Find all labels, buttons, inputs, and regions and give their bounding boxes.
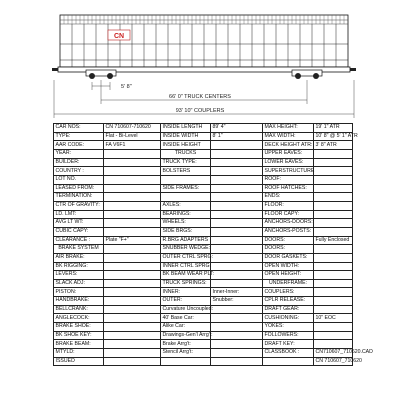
spec-cell: [104, 271, 161, 280]
spec-cell: BRAKE SHOE:: [54, 323, 104, 332]
spec-cell: INSIDE HEIGHT: [161, 141, 211, 150]
spec-cell: [314, 331, 353, 340]
spec-cell: TYPE:: [54, 132, 104, 141]
spec-cell: [104, 193, 161, 202]
spec-cell: 10' 8" @ 5' 1" ATR: [315, 132, 358, 139]
spec-cell: CPLR RELEASE:: [263, 297, 314, 306]
spec-cell: [211, 323, 263, 332]
spec-cell: ENDS:: [263, 193, 314, 202]
spec-cell: [211, 305, 263, 314]
spec-row: [54, 349, 353, 358]
spec-cell: [211, 253, 263, 262]
spec-cell: ANCHORS-DOORS:: [264, 219, 313, 226]
spec-cell: 19' 1" ATR: [314, 124, 353, 133]
spec-cell: [104, 357, 161, 366]
spec-cell: 40' Base Car:: [161, 314, 211, 323]
spec-cell: [104, 279, 161, 288]
spec-cell: [104, 297, 161, 306]
spec-cell: BUILDER:: [54, 158, 104, 167]
spec-cell: BK RIGGING:: [54, 262, 104, 271]
spec-cell: SIDE BRGS:: [161, 227, 211, 236]
spec-cell: TRUCK TYPE:: [161, 158, 211, 167]
spec-cell: HANDBRAKE:: [54, 297, 104, 306]
spec-cell: [211, 227, 263, 236]
specification-table: [53, 123, 373, 366]
spec-cell: UPPER EAVES:: [263, 149, 314, 158]
spec-cell: [104, 340, 161, 349]
spec-row: [54, 184, 353, 193]
spec-cell: BK BEAM WEAR PLT:: [162, 271, 215, 278]
spec-cell: 10" EOC: [314, 314, 353, 323]
spec-row: [54, 210, 353, 219]
spec-row: [54, 323, 353, 332]
spec-cell: [314, 219, 353, 228]
spec-cell: ROOF:: [263, 175, 314, 184]
spec-cell: [211, 314, 263, 323]
spec-cell: DRAFT GEAR:: [263, 305, 314, 314]
spec-cell: 8' 1": [211, 132, 263, 141]
spec-cell: [161, 193, 211, 202]
spec-cell: [314, 227, 353, 236]
spec-cell: [211, 340, 263, 349]
spec-cell: CN 710607-710620: [104, 124, 161, 133]
spec-cell: [161, 175, 211, 184]
dim-couplers: 93' 10" COUPLERS: [175, 108, 225, 114]
spec-cell: [211, 158, 263, 167]
spec-cell: [104, 288, 161, 297]
spec-cell: [211, 219, 263, 228]
spec-cell: BOLSTERS: [161, 167, 211, 176]
spec-row: [54, 201, 353, 210]
spec-cell: Snubber:: [211, 297, 263, 306]
spec-cell: [211, 349, 263, 358]
spec-cell: [314, 253, 353, 262]
spec-cell: [314, 158, 353, 167]
spec-row: [54, 175, 353, 184]
spec-cell: CLEARANCE :: [54, 236, 104, 245]
spec-cell: [104, 227, 161, 236]
spec-cell: CN 710607_710620: [315, 357, 362, 364]
spec-cell: [314, 323, 353, 332]
spec-cell: LOT NO.: [54, 175, 104, 184]
spec-cell: [314, 340, 353, 349]
spec-cell: CUBIC CAPY:: [54, 227, 104, 236]
spec-row: [54, 279, 353, 288]
spec-cell: ANCHORS-POSTS:: [263, 227, 314, 236]
spec-cell: CUSHIONING:: [263, 314, 314, 323]
dim-truck-centers: 66' 0" TRUCK CENTERS: [169, 94, 231, 100]
spec-cell: 3' 8" ATR: [314, 141, 353, 150]
spec-cell: Fully Enclosed: [314, 236, 353, 245]
spec-cell: SUPERSTRUCTURE: [264, 167, 315, 174]
spec-cell: [104, 158, 161, 167]
spec-cell: [314, 201, 353, 210]
spec-cell: ROOF HATCHES:: [263, 184, 314, 193]
spec-cell: BEARINGS:: [161, 210, 211, 219]
spec-cell: [314, 210, 353, 219]
spec-cell: TRUCK SPRINGS:: [161, 279, 211, 288]
spec-cell: PISTON:: [54, 288, 104, 297]
spec-row: [54, 227, 353, 236]
spec-cell: BRAKE BEAM:: [54, 340, 104, 349]
spec-row: [54, 297, 353, 306]
spec-cell: TERMINATION:: [54, 193, 104, 202]
spec-cell: BRAKE SYSTEM: [54, 245, 104, 254]
spec-cell: MTYLD:: [54, 349, 104, 358]
spec-cell: DRAFT KEY:: [263, 340, 314, 349]
spec-row: [54, 305, 353, 314]
spec-cell: DECK HEIGHT ATR:: [264, 141, 313, 148]
spec-cell: [211, 193, 263, 202]
spec-cell: [211, 279, 263, 288]
spec-row: [54, 314, 353, 323]
spec-cell: FLOOR CAPY:: [263, 210, 314, 219]
spec-cell: [314, 245, 353, 254]
spec-cell: [104, 219, 161, 228]
spec-row: [54, 271, 353, 280]
truck-left: [86, 70, 116, 79]
spec-cell: [314, 149, 353, 158]
spec-cell: 89' 4": [211, 124, 263, 133]
spec-row: [54, 158, 353, 167]
spec-cell: [104, 331, 161, 340]
spec-row: [54, 149, 353, 158]
spec-cell: [104, 349, 161, 358]
spec-cell: AXLES:: [161, 201, 211, 210]
spec-cell: [104, 167, 161, 176]
spec-cell: [104, 262, 161, 271]
spec-cell: DOORS:: [263, 245, 314, 254]
spec-cell: Curvature Uncoupled:: [162, 306, 213, 312]
spec-cell: [314, 175, 353, 184]
spec-cell: INNER CTRL SPRG:: [162, 262, 212, 269]
spec-cell: [314, 288, 353, 297]
spec-cell: [161, 357, 211, 366]
spec-cell: [211, 331, 263, 340]
spec-row: [54, 219, 353, 228]
cn-logo: CN: [113, 33, 125, 40]
spec-row: [54, 253, 353, 262]
spec-cell: YOKES:: [263, 323, 314, 332]
spec-cell: [104, 175, 161, 184]
spec-cell: OPEN WIDTH:: [263, 262, 314, 271]
spec-cell: SLACK ADJ:: [54, 279, 104, 288]
spec-row: [54, 132, 353, 141]
spec-cell: Inner-Inner:: [211, 288, 263, 297]
spec-cell: FOLLOWERS:: [263, 331, 314, 340]
spec-cell: [314, 184, 353, 193]
spec-cell: [104, 210, 161, 219]
spec-cell: R.BRG ADAPTERS: [161, 236, 211, 245]
spec-cell: [314, 271, 353, 280]
spec-cell: COUNTRY :: [54, 167, 104, 176]
spec-cell: OUTER CTRL SPRG:: [162, 254, 214, 261]
spec-cell: LD. LMT:: [54, 210, 104, 219]
spec-cell: Drawings-Gen'l Arrg't:: [162, 331, 213, 338]
spec-cell: Alike Car:: [161, 323, 211, 332]
spec-cell: CLASSBOOK :: [263, 349, 314, 358]
spec-cell: OUTER:: [161, 297, 211, 306]
spec-cell: Flat - Bi-Level: [104, 132, 161, 141]
spec-cell: AIR BRAKE:: [54, 253, 104, 262]
spec-cell: [104, 245, 161, 254]
spec-cell: CTR OF GRAVITY:: [54, 201, 104, 210]
spec-cell: INSIDE WIDTH: [161, 132, 211, 141]
spec-cell: OPEN HEIGHT:: [263, 271, 314, 280]
spec-cell: ANGLECOCK:: [54, 314, 104, 323]
spec-cell: [104, 305, 161, 314]
spec-row: [54, 331, 353, 340]
spec-row: [54, 340, 353, 349]
spec-cell: [314, 297, 353, 306]
spec-cell: [211, 201, 263, 210]
spec-row: [54, 288, 353, 297]
spec-cell: [314, 305, 353, 314]
spec-cell: BK SHOE KEY:: [54, 331, 104, 340]
spec-cell: [314, 167, 353, 176]
spec-cell: LEASED FROM:: [54, 184, 104, 193]
spec-row: [54, 236, 353, 245]
spec-cell: [211, 167, 263, 176]
spec-cell: Stencil Arrg't:: [161, 349, 211, 358]
spec-cell: LOWER EAVES:: [263, 158, 314, 167]
spec-cell: YEAR:: [54, 149, 104, 158]
dim-5-8: 5' 8": [121, 84, 132, 90]
spec-cell: TRUCKS: [161, 149, 211, 158]
spec-cell: [211, 357, 263, 366]
spec-cell: [211, 175, 263, 184]
spec-cell: [263, 357, 314, 366]
spec-cell: MAX HEIGHT:: [263, 124, 314, 133]
spec-cell: [211, 184, 263, 193]
spec-cell: DOORS:: [263, 236, 314, 245]
spec-cell: WHEELS:: [161, 219, 211, 228]
spec-cell: COUPLERS:: [263, 288, 314, 297]
spec-cell: [104, 323, 161, 332]
spec-cell: [104, 149, 161, 158]
spec-cell: [314, 279, 353, 288]
spec-cell: [211, 262, 263, 271]
spec-cell: [211, 149, 263, 158]
spec-cell: BELLCRANK:: [54, 305, 104, 314]
spec-cell: [314, 193, 353, 202]
spec-cell: Plate "F+": [104, 236, 161, 245]
spec-row: [54, 357, 353, 366]
spec-row: [54, 167, 353, 176]
spec-cell: CN710607_710620.CAD: [315, 349, 373, 356]
spec-cell: LEVERS:: [54, 271, 104, 280]
spec-cell: SIDE FRAMES:: [161, 184, 211, 193]
spec-row: [54, 193, 353, 202]
spec-cell: INSIDE LENGTH: [161, 124, 211, 133]
spec-cell: AVG LT WT:: [54, 219, 104, 228]
spec-cell: FLOOR:: [263, 201, 314, 210]
spec-cell: [211, 141, 263, 150]
spec-cell: AAR CODE:: [54, 141, 104, 150]
spec-cell: Brake Arrg't:: [161, 340, 211, 349]
spec-row: [54, 262, 353, 271]
spec-row: [54, 124, 353, 133]
spec-row: [54, 141, 353, 150]
spec-cell: [104, 253, 161, 262]
spec-cell: [211, 236, 263, 245]
truck-right: [292, 70, 322, 79]
spec-row: [54, 245, 353, 254]
spec-cell: [314, 262, 353, 271]
spec-cell: [211, 271, 263, 280]
spec-cell: [104, 201, 161, 210]
spec-cell: UNDERFRAME:: [263, 279, 314, 288]
spec-cell: [211, 245, 263, 254]
spec-cell: SNUBBER WEDGE:: [162, 245, 211, 252]
spec-cell: [104, 314, 161, 323]
spec-cell: FA V6F1: [104, 141, 161, 150]
railcar-elevation-drawing: [0, 0, 400, 122]
spec-cell: ISSUED: [54, 357, 104, 366]
spec-cell: INNER:: [161, 288, 211, 297]
spec-cell: [211, 210, 263, 219]
spec-cell: CAR NOS:: [54, 124, 104, 133]
spec-cell: MAX WIDTH:: [263, 132, 314, 141]
spec-cell: [104, 184, 161, 193]
spec-cell: DOOR GASKETS:: [263, 253, 314, 262]
